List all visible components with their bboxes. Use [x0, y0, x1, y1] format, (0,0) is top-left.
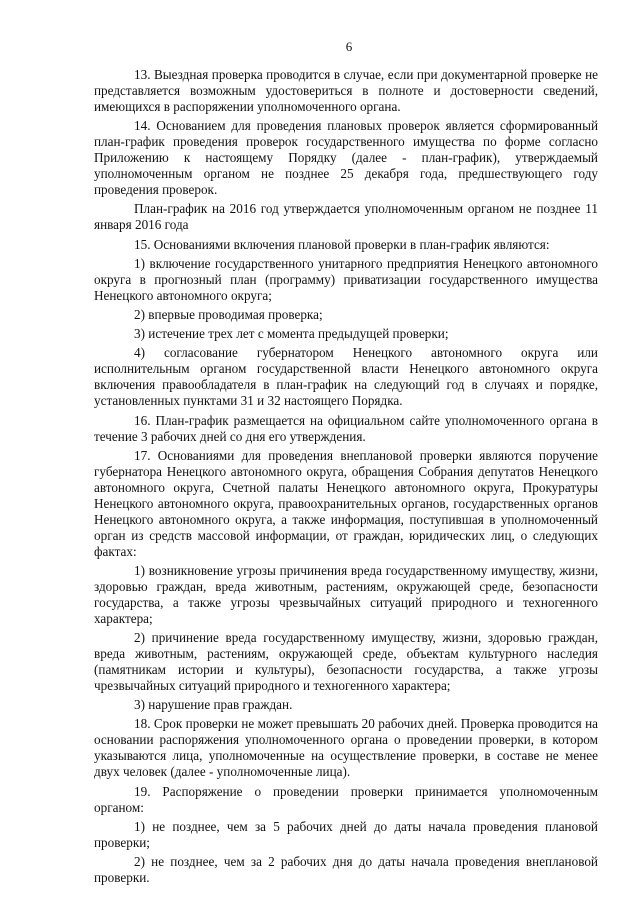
paragraph-15-item-4: 4) согласование губернатором Ненецкого автономного округа или исполнительным органом государственной власти Ненецкого автономного округа включения правообладателя в план-график на следующий год в случаях и порядке, установленных пунктами 31 и 32 настоящего Порядка.: [94, 345, 598, 409]
paragraph-15-item-3: 3) истечение трех лет с момента предыдущей проверки;: [134, 326, 449, 342]
paragraph-19-item-1: 1) не позднее, чем за 5 рабочих дней до даты начала проведения плановой проверки;: [94, 818, 598, 850]
paragraph-14: 14. Основанием для проведения плановых проверок является сформированный план-график проведения проверок государственного имущества по форме согласно Приложению к настоящему Порядку (далее - план-график), утверждаемый уполномоченным органом не позднее 25 декабря года, предшествующего году проведения проверок.: [94, 118, 598, 198]
paragraph-17-item-2: 2) причинение вреда государственному имуществу, жизни, здоровью граждан, вреда животным, растениям, окружающей среде, объектам культурного наследия (памятникам истории и культуры), безопасности государства, а также угрозы чрезвычайных ситуаций природного и техногенного характера;: [94, 630, 598, 694]
paragraph-17-item-3: 3) нарушение прав граждан.: [134, 697, 293, 713]
paragraph-15-item-2: 2) впервые проводимая проверка;: [134, 306, 323, 322]
paragraph-15: 15. Основаниями включения плановой проверки в план-график являются:: [134, 236, 550, 252]
paragraph-17: 17. Основаниями для проведения внеплановой проверки являются поручение губернатора Ненецкого автономного округа, обращения Собрания депутатов Ненецкого автономного округа, Счетной палаты Ненецкого автономного округа, Прокуратуры Ненецкого автономного округа, правоохранительных органов, государственных органов Ненецкого автономного округа, а также информация, поступившая в уполномоченный орган из средств массовой информации, от граждан, юридических лиц, о следующих фактах:: [94, 447, 598, 559]
paragraph-19: 19. Распоряжение о проведении проверки принимается уполномоченным органом:: [94, 783, 598, 815]
paragraph-18: 18. Срок проверки не может превышать 20 рабочих дней. Проверка проводится на основании распоряжения уполномоченного органа о проведении проверки, в котором указываются лица, уполномоченные на осуществление проверки, в составе не менее двух человек (далее - уполномоченные лица).: [94, 716, 598, 780]
paragraph-16: 16. План-график размещается на официальном сайте уполномоченного органа в течение 3 рабочих дней со дня его утверждения.: [94, 412, 598, 444]
page-number: 6: [345, 39, 353, 54]
paragraph-13: 13. Выездная проверка проводится в случае, если при документарной проверке не представляется возможным удостовериться в полноте и достоверности сведений, имеющихся в распоряжении уполномоченного органа.: [94, 67, 598, 114]
paragraph-14-plan-2016: План-график на 2016 год утверждается уполномоченным органом не позднее 11 января 2016 года: [94, 201, 598, 233]
paragraph-19-item-2: 2) не позднее, чем за 2 рабочих дня до даты начала проведения внеплановой проверки.: [94, 854, 598, 885]
paragraph-17-item-1: 1) возникновение угрозы причинения вреда государственному имуществу, жизни, здоровью граждан, вреда животным, растениям, окружающей среде, безопасности государства, а также угрозы чрезвычайных ситуаций природного и техногенного характера;: [94, 562, 598, 626]
paragraph-15-item-1: 1) включение государственного унитарного предприятия Ненецкого автономного округа в прогнозный план (программу) приватизации государственного имущества Ненецкого автономного округа;: [94, 255, 598, 303]
